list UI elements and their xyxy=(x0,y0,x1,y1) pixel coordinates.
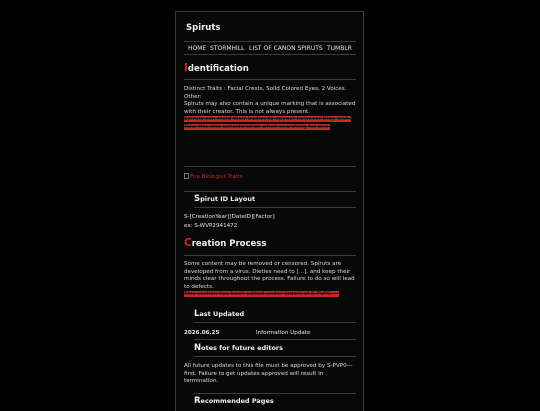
divider xyxy=(194,207,356,208)
redacted-note: Spiruts can mold their bodies to appear however they wish. Take this into consideration when searching for one. xyxy=(184,116,352,130)
creation-text: Some content may be removed or censored. Spiruts are developed from a virus. Dieties need to [...], and keep their minds clear throughout the process. Failure to do so will lead to defects. This section has been edited under orders of S-PVP0---- xyxy=(184,261,355,298)
nav-bar xyxy=(184,41,356,55)
identification-heading: Identification xyxy=(184,62,249,74)
nav-home-link[interactable]: HOME xyxy=(188,45,207,52)
update-info: Information Update xyxy=(256,330,311,336)
broken-image: Fire Biologist Traits xyxy=(184,173,243,181)
divider xyxy=(194,322,356,323)
divider xyxy=(194,356,356,357)
divider xyxy=(184,191,356,192)
divider xyxy=(184,255,356,256)
divider xyxy=(194,339,356,340)
nav-stormhill-link[interactable]: STORMHILL xyxy=(210,45,245,52)
notes-text: All future updates to this file must be approved by S-PVP0--- first. Failure to get updates approved will result in termination. xyxy=(184,363,353,385)
notes-heading: Notes for future editors xyxy=(194,343,284,353)
broken-image-icon xyxy=(184,173,189,179)
divider xyxy=(194,393,356,394)
nav-canon-spiruts-link[interactable]: LIST OF CANON SPIRUTS xyxy=(249,45,323,52)
id-layout-heading: Spirut ID Layout xyxy=(194,194,256,204)
update-date: 2026.06.25 xyxy=(184,330,220,336)
divider xyxy=(184,166,356,167)
divider xyxy=(184,79,356,80)
site-title[interactable]: Spiruts xyxy=(186,23,221,33)
nav-tumblr-link[interactable]: TUMBLR xyxy=(327,45,352,52)
recommended-heading: Recommended Pages xyxy=(194,396,274,406)
identification-text: Distinct Traits : Facial Crests, Solid Colored Eyes, 2 Voices. Other: Spiruts may also contain a unique marking that is associated with their creator. This is not always present. Spiruts can mold their bodies to appear however they wish. Take this into consideration when searching for one. xyxy=(184,86,356,130)
content-panel xyxy=(175,11,364,411)
id-example: ex: S-WVP2941472 xyxy=(184,223,238,229)
id-format-code: S-[CreationYear][DateID][Factor] xyxy=(184,214,275,220)
redacted-note: This section has been edited under orders of S-PVP0---- xyxy=(184,291,339,298)
last-updated-heading: Last Updated xyxy=(194,309,245,319)
creation-heading: Creation Process xyxy=(184,237,267,249)
